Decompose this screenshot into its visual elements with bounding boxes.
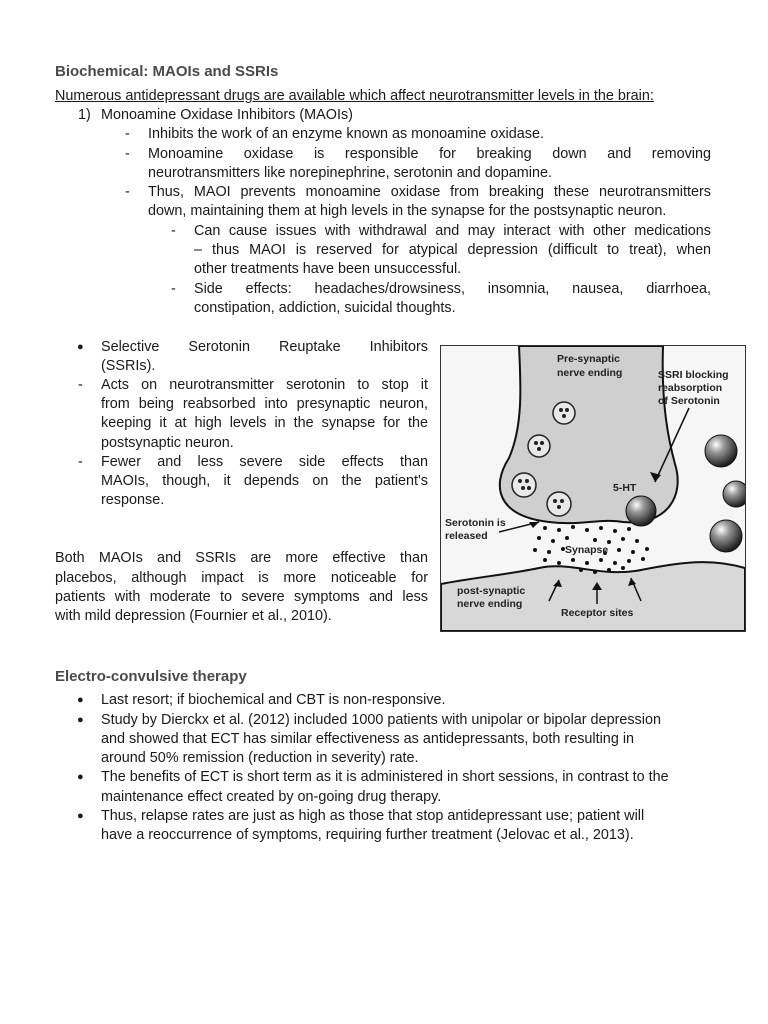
label-released-2: released: [445, 530, 488, 542]
bullet-marker: ●: [77, 810, 84, 822]
ssri-point-1-line-2: from being reabsorbed into presynaptic neuron,: [101, 396, 428, 412]
intro-line: Numerous antidepressant drugs are available which affect neurotransmitter levels in the brain:: [55, 88, 654, 104]
ssri-point-1-line-3: keeping it at high levels in the synapse for the: [101, 415, 428, 431]
label-released-1: Serotonin is: [445, 517, 506, 529]
dash-marker: -: [78, 454, 83, 470]
maoi-subpoint-2-line-2: constipation, addiction, suicidal thoughts.: [194, 300, 456, 316]
ect-bullet-2-line-2: and showed that ECT has similar effectiveness as antidepressants, both resulting in: [101, 731, 635, 747]
ssri-point-1-line-1: Acts on neurotransmitter serotonin to stop it: [101, 377, 428, 393]
section-heading-biochemical: Biochemical: MAOIs and SSRIs: [55, 63, 279, 80]
dash-marker: -: [125, 126, 130, 142]
comparison-line-2: placebos, although impact is more noticeable for: [55, 570, 428, 586]
comparison-line-3: patients with moderate to severe symptoms and less: [55, 589, 428, 605]
dash-marker: -: [125, 184, 130, 200]
label-receptor-sites: Receptor sites: [561, 607, 634, 619]
section-heading-ect: Electro-convulsive therapy: [55, 668, 247, 685]
comparison-line-4: with mild depression (Fournier et al., 2010).: [55, 608, 332, 624]
ect-bullet-4-line-2: have a reoccurrence of symptoms, requiring further treatment (Jelovac et al., 2013).: [101, 827, 634, 843]
bullet-marker: ●: [77, 694, 84, 706]
ect-bullet-4-line-1: Thus, relapse rates are just as high as those that stop antidepressant use; patient will: [101, 808, 645, 824]
ssri-point-2-line-1: Fewer and less severe side effects than: [101, 454, 428, 470]
ssri-title-line-1: Selective Serotonin Reuptake Inhibitors: [101, 339, 428, 355]
synapse-diagram: [440, 345, 746, 632]
ssri-point-1-line-4: postsynaptic neuron.: [101, 435, 234, 451]
maoi-subpoint-1-line-2: – thus MAOI is reserved for atypical depression (difficult to treat), when: [194, 242, 711, 258]
label-postsynaptic-1: post-synaptic: [457, 585, 526, 597]
ect-bullet-3-line-2: maintenance effect created by on-going drug therapy.: [101, 789, 442, 805]
label-ssri-3: of Serotonin: [658, 395, 720, 407]
maoi-point-2-line-2: neurotransmitters like norepinephrine, serotonin and dopamine.: [148, 165, 552, 181]
maoi-point-1: Inhibits the work of an enzyme known as monoamine oxidase.: [148, 126, 544, 142]
bullet-marker: ●: [77, 714, 84, 726]
label-synapse: Synapse: [565, 544, 609, 556]
dash-marker: -: [78, 377, 83, 393]
maoi-subpoint-2-line-1: Side effects: headaches/drowsiness, insomnia, nausea, diarrhoea,: [194, 281, 711, 297]
ssri-point-2-line-2: MAOIs, though, it depends on the patient's: [101, 473, 428, 489]
label-5ht: 5-HT: [613, 482, 637, 494]
bullet-marker: ●: [77, 341, 84, 353]
maoi-subpoint-1-line-3: other treatments have been unsuccessful.: [194, 261, 462, 277]
dash-marker: -: [171, 223, 176, 239]
label-presynaptic-2: nerve ending: [557, 367, 623, 379]
ect-bullet-1: Last resort; if biochemical and CBT is non-responsive.: [101, 692, 446, 708]
comparison-line-1: Both MAOIs and SSRIs are more effective than: [55, 550, 428, 566]
maoi-point-3-line-2: down, maintaining them at high levels in the synapse for the postsynaptic neuron.: [148, 203, 667, 219]
maoi-subpoint-1-line-1: Can cause issues with withdrawal and may interact with other medications: [194, 223, 711, 239]
label-postsynaptic-2: nerve ending: [457, 598, 523, 610]
dash-marker: -: [125, 146, 130, 162]
label-presynaptic-1: Pre-synaptic: [557, 353, 621, 365]
ssri-title-line-2: (SSRIs).: [101, 358, 156, 374]
label-ssri-2: reabsorption: [658, 382, 723, 394]
dash-marker: -: [171, 281, 176, 297]
maoi-point-3-line-1: Thus, MAOI prevents monoamine oxidase from breaking these neurotransmitters: [148, 184, 711, 200]
ect-bullet-2-line-1: Study by Dierckx et al. (2012) included 1000 patients with unipolar or bipolar depression: [101, 712, 661, 728]
list-number: 1): [78, 107, 91, 123]
ect-bullet-3-line-1: The benefits of ECT is short term as it is administered in short sessions, in contrast to the: [101, 769, 669, 785]
synapse-illustration: [441, 346, 745, 631]
bullet-marker: ●: [77, 771, 84, 783]
ect-bullet-2-line-3: around 50% remission (reduction in severity) rate.: [101, 750, 419, 766]
maoi-title: Monoamine Oxidase Inhibitors (MAOIs): [101, 107, 353, 123]
maoi-point-2-line-1: Monoamine oxidase is responsible for breaking down and removing: [148, 146, 711, 162]
ssri-point-2-line-3: response.: [101, 492, 165, 508]
label-ssri-1: SSRI blocking: [658, 369, 729, 381]
